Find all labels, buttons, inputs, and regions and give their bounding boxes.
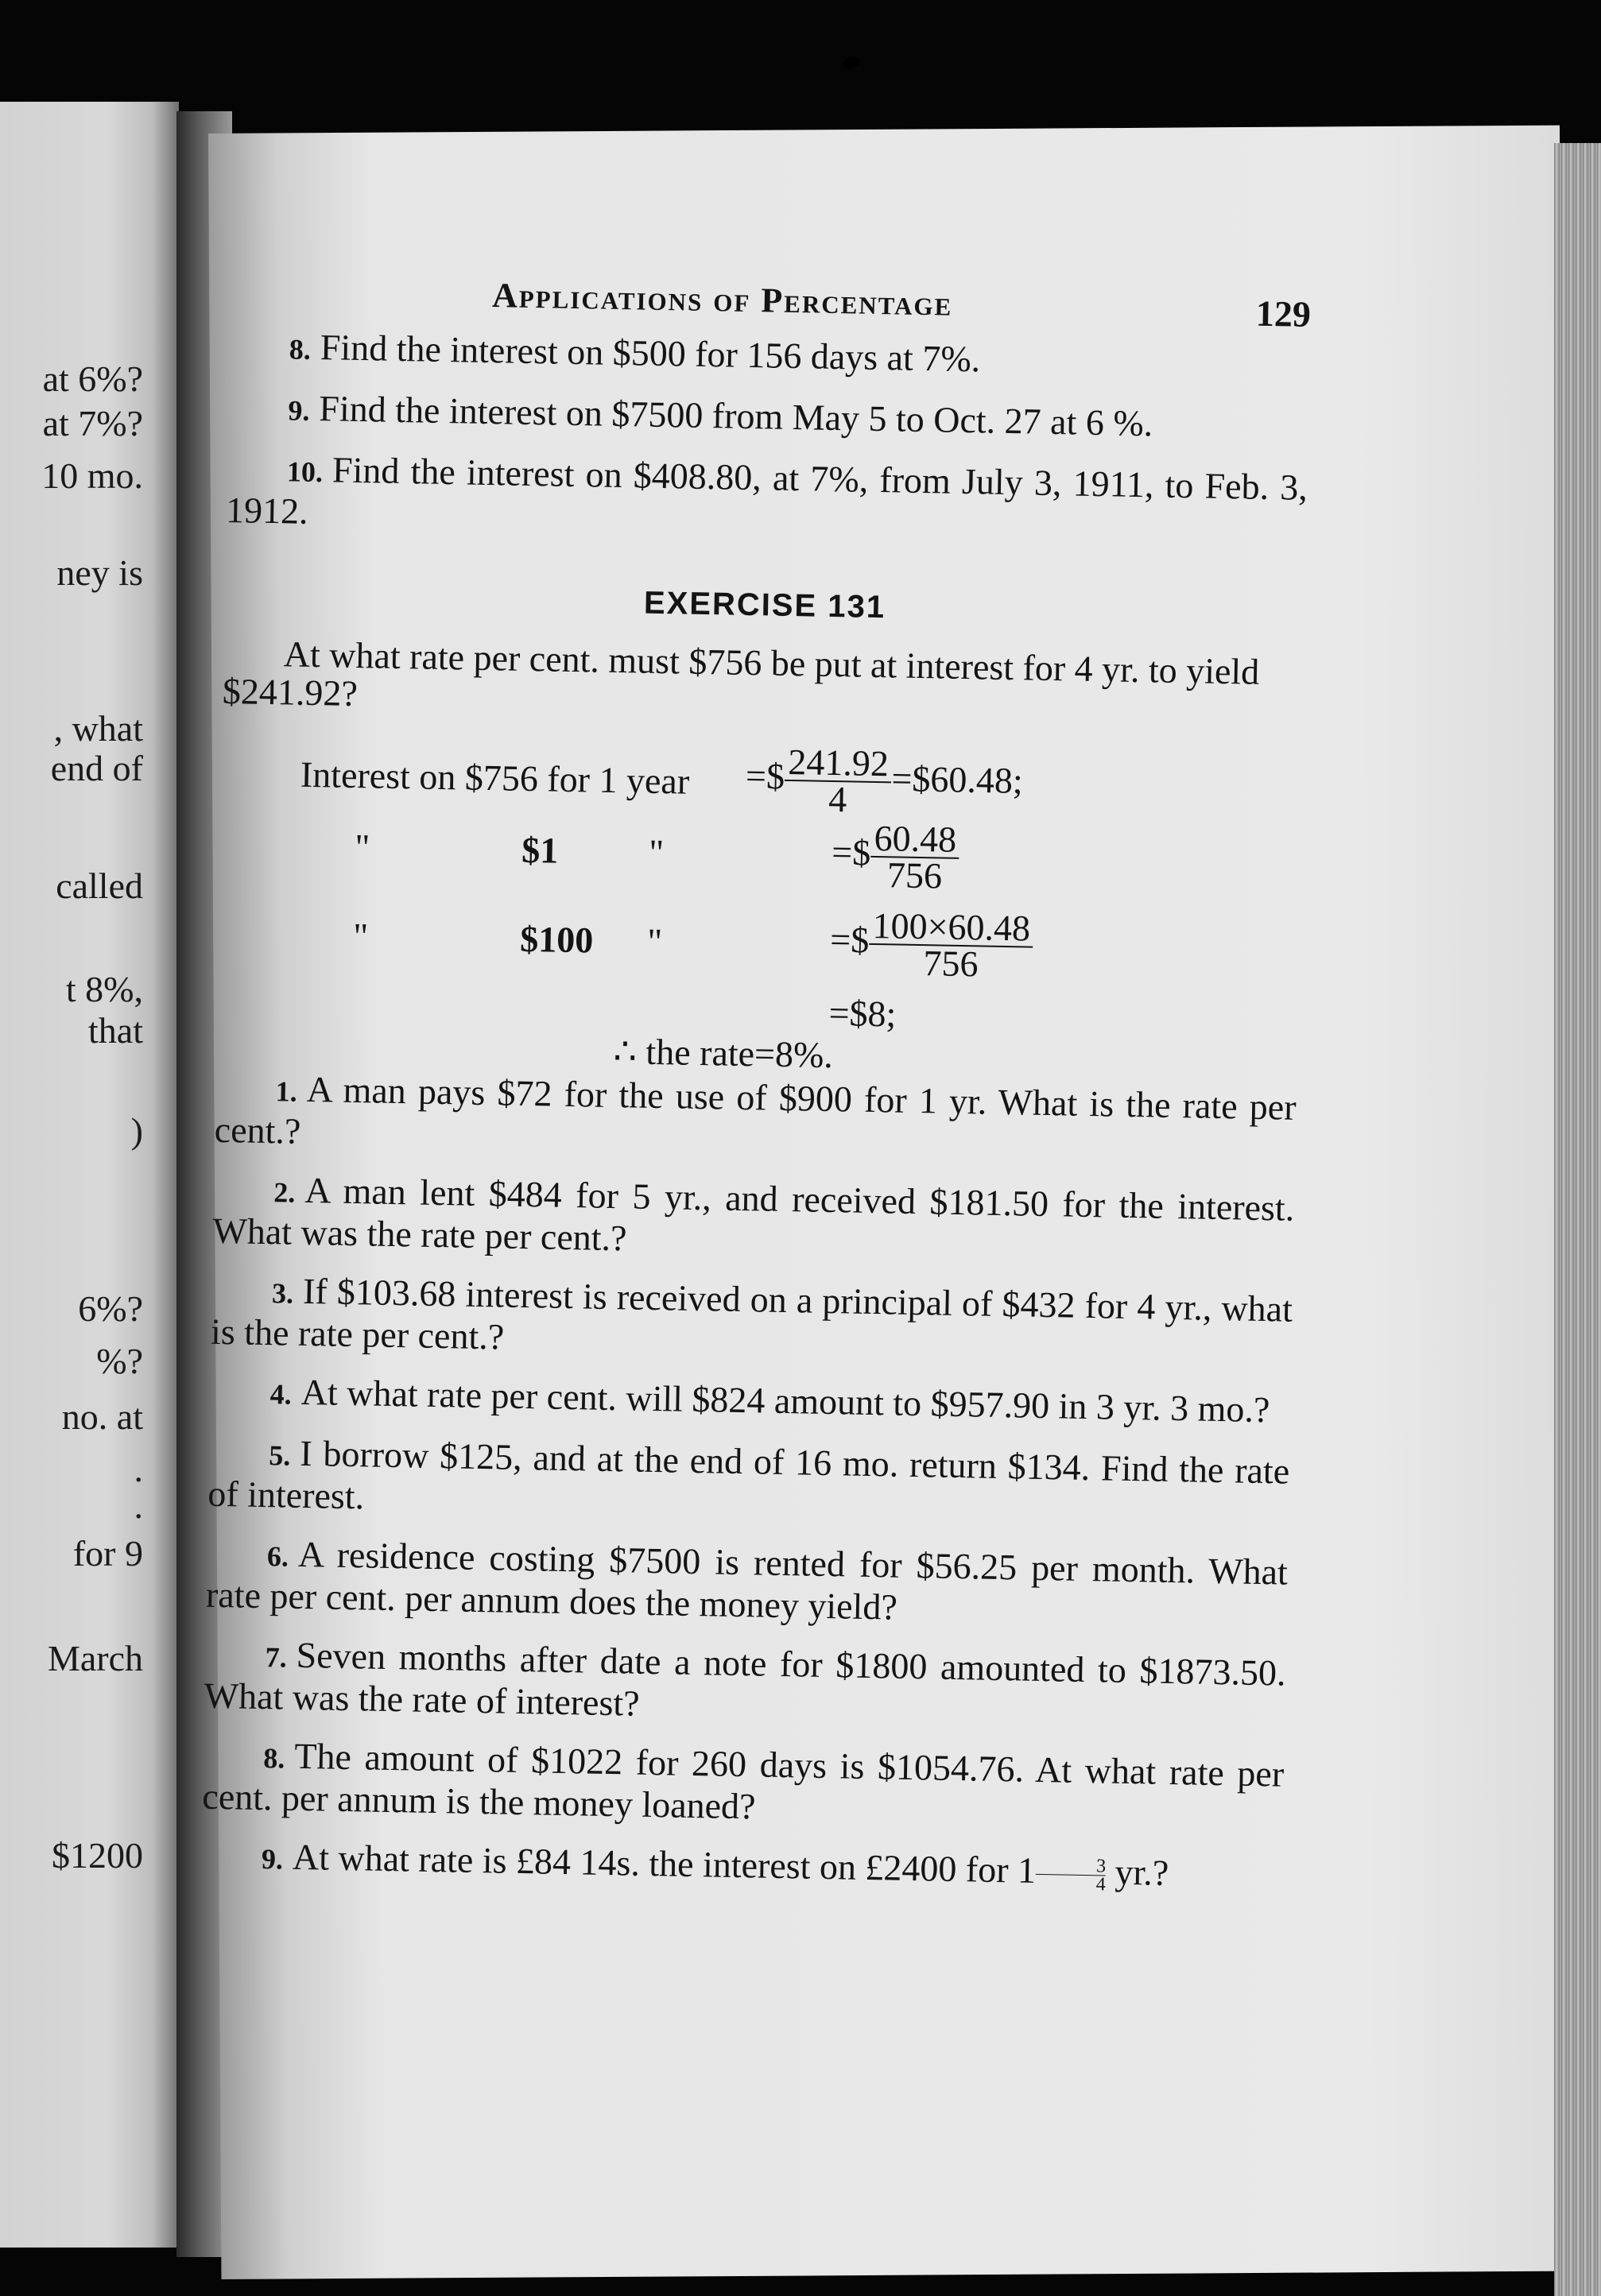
ink-smudge bbox=[841, 55, 861, 72]
ditto-mark: " bbox=[646, 920, 663, 962]
left-fragment: t 8%, bbox=[65, 969, 143, 1009]
exercise-problem-list bbox=[201, 1068, 1297, 1898]
exercise-heading: EXERCISE 131 bbox=[643, 585, 886, 625]
work-line-2-amount: $1 bbox=[521, 829, 559, 871]
work-line-2-formula: =$ $\frac{60.48}{756}$ bbox=[831, 820, 959, 894]
mixed-fraction: $\frac{3}{4}$ bbox=[1036, 1857, 1107, 1894]
left-fragment: . bbox=[134, 1449, 143, 1489]
problem-item: 5. I borrow $125, and at the end of 16 mo. return $134. Find the rate of interest. bbox=[207, 1432, 1290, 1517]
problem-item: 10. Find the interest on $408.80, at 7%, from July 3, 1911, to Feb. 3, 1912. bbox=[225, 449, 1308, 532]
top-problem-list bbox=[226, 326, 1310, 550]
left-fragment: March bbox=[47, 1638, 143, 1678]
ditto-mark: " bbox=[354, 826, 370, 868]
ditto-mark: " bbox=[648, 831, 665, 873]
left-fragment: %? bbox=[96, 1341, 143, 1381]
problem-item: 2. A man lent $484 for 5 yr., and received $181.50 for the interest. What was the rate per cent.? bbox=[212, 1169, 1295, 1259]
left-fragment: 6%? bbox=[78, 1288, 143, 1329]
work-line-3-formula: =$ $\frac{100\times 60.48}{756}$ bbox=[829, 908, 1033, 983]
problem-item: 4. At what rate per cent. will $824 amount to $957.90 in 3 yr. 3 mo.? bbox=[269, 1371, 1270, 1431]
left-fragment: for 9 bbox=[72, 1533, 143, 1574]
page-edge bbox=[1554, 143, 1601, 2296]
work-line-1-label: Interest on $756 for 1 year bbox=[300, 753, 690, 802]
left-fragment: ) bbox=[130, 1110, 143, 1151]
left-fragment: called bbox=[56, 865, 143, 906]
ditto-mark: " bbox=[352, 915, 369, 957]
left-fragment: 10 mo. bbox=[41, 455, 143, 496]
work-line-1-formula: =$ $\frac{241.92}{4}$ =$60.48; bbox=[745, 741, 1024, 820]
worked-solution bbox=[215, 734, 1302, 1088]
work-line-3-amount: $100 bbox=[519, 918, 594, 961]
left-fragment: ney is bbox=[56, 552, 143, 593]
work-conclusion: ∴ the rate=8%. bbox=[613, 1030, 834, 1076]
left-fragment: no. at bbox=[61, 1396, 143, 1437]
problem-item: 8. The amount of $1022 for 260 days is $1054.76. At what rate per cent. per annum is the money loaned? bbox=[201, 1735, 1285, 1827]
problem-item: 9. Find the interest on $7500 from May 5 to Oct. 27 at 6 %. bbox=[288, 388, 1153, 444]
left-fragment: , what bbox=[53, 708, 143, 749]
exercise-intro: At what rate per cent. must $756 be put at interest for 4 yr. to yield $241.92? bbox=[222, 633, 1260, 714]
problem-item: 6. A residence costing $7500 is rented for $56.25 per month. What rate per cent. per annum does the money yield? bbox=[205, 1533, 1289, 1628]
left-fragment: . bbox=[134, 1485, 143, 1526]
left-fragment: $1200 bbox=[52, 1835, 143, 1876]
left-fragment: end of bbox=[50, 748, 143, 788]
problem-item: 3. If $103.68 interest is received on a principal of $432 for 4 yr., what is the rate per cent.? bbox=[210, 1270, 1293, 1357]
left-facing-page bbox=[0, 102, 179, 2248]
page-content bbox=[200, 254, 1312, 1917]
problem-item: 7. Seven months after date a note for $1800 amounted to $1873.50. What was the rate of interest? bbox=[204, 1634, 1286, 1724]
problem-item: 1. A man pays $72 for the use of $900 for 1 yr. What is the rate per cent.? bbox=[214, 1068, 1297, 1152]
left-fragment: at 6%? bbox=[42, 358, 143, 399]
problem-item: 9. At what rate is £84 14s. the interest on £2400 for 1 $\frac{3}{4}$ yr.? bbox=[261, 1836, 1169, 1895]
work-line-4: =$8; bbox=[828, 992, 897, 1035]
page-number: 129 bbox=[1255, 292, 1312, 335]
left-fragment: that bbox=[88, 1010, 143, 1051]
problem-item: 8. Find the interest on $500 for 156 days at 7%. bbox=[289, 327, 981, 380]
page-title: Applications of Percentage bbox=[491, 276, 953, 323]
left-fragment: at 7%? bbox=[42, 403, 143, 443]
